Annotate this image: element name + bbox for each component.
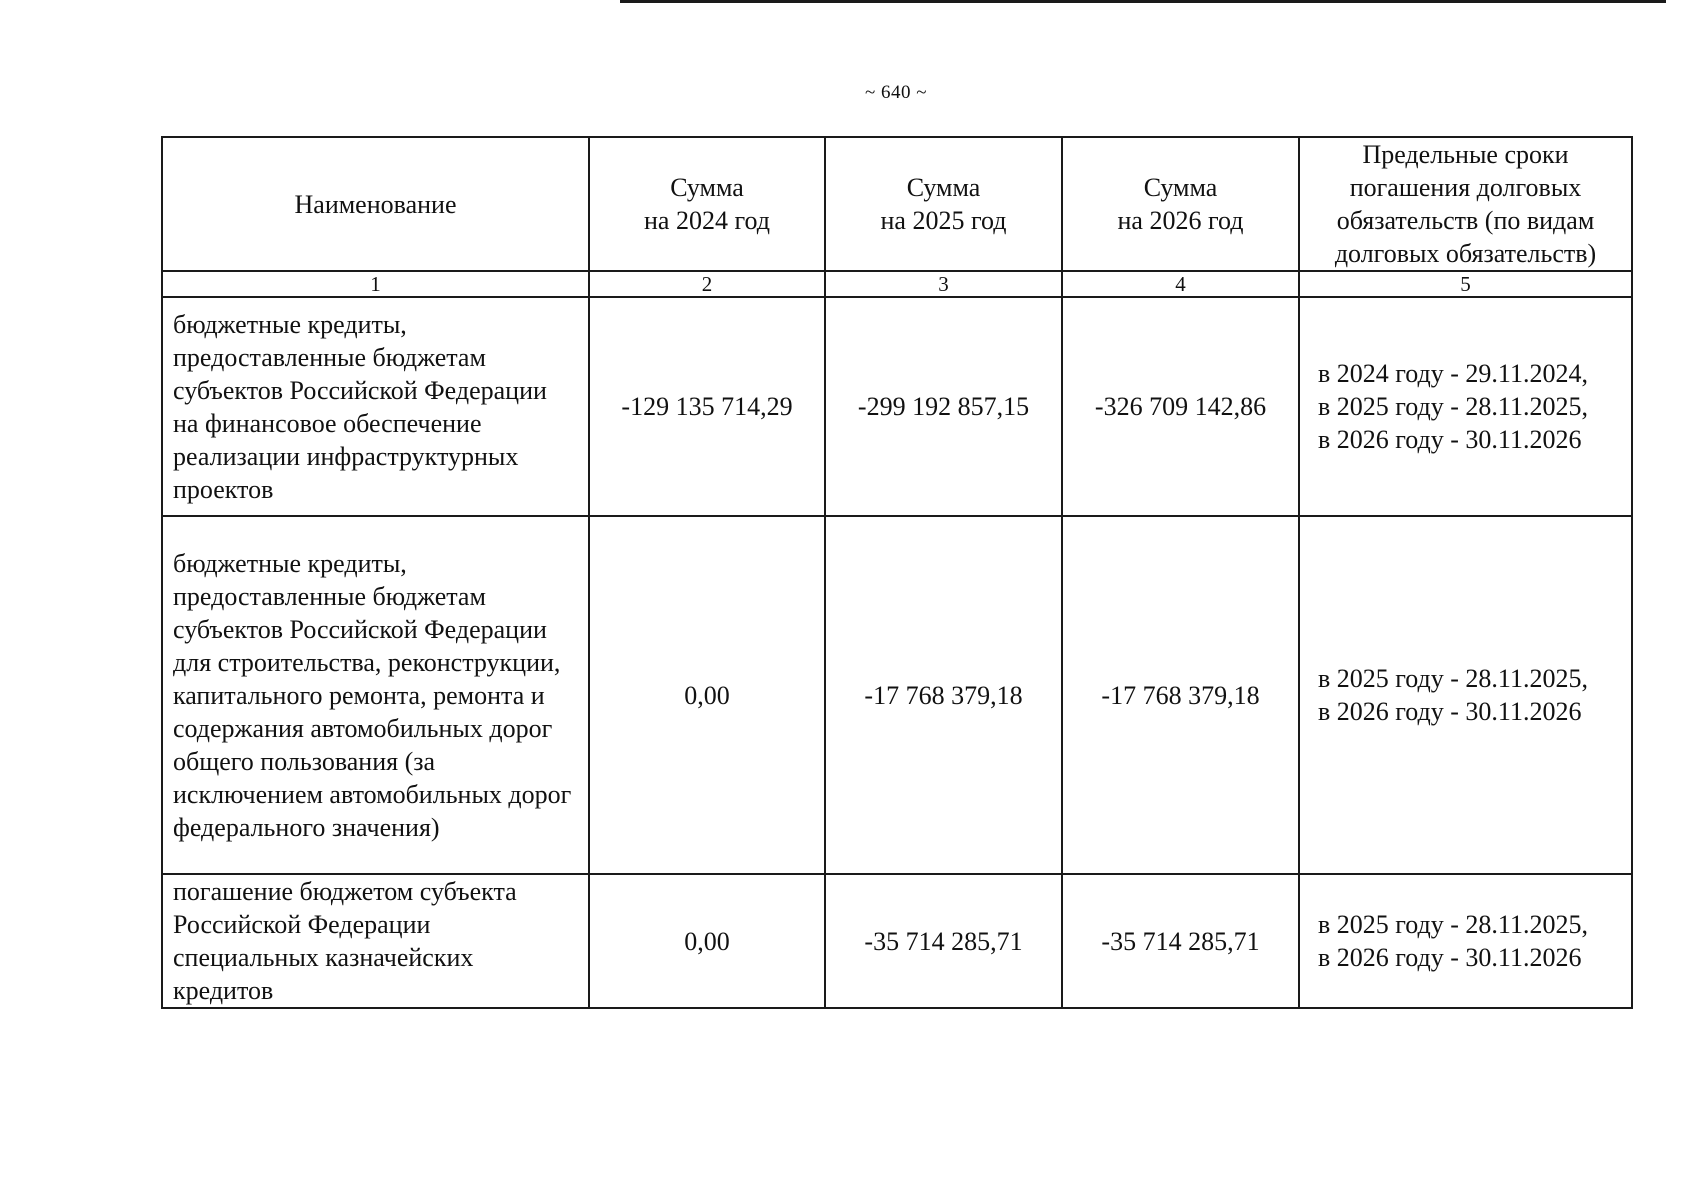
budget-table — [161, 136, 1633, 1009]
deadline-line: в 2024 году - 29.11.2024, — [1318, 359, 1588, 388]
row-sum-2025: -299 192 857,15 — [825, 297, 1062, 516]
deadline-line: в 2025 году - 28.11.2025, — [1318, 664, 1588, 693]
row-deadlines — [1299, 874, 1632, 1008]
row-sum-2024: 0,00 — [589, 516, 825, 874]
row-sum-2024: -129 135 714,29 — [589, 297, 825, 516]
header-row — [162, 137, 1632, 271]
column-number-row — [162, 271, 1632, 297]
table-row — [162, 297, 1632, 516]
deadline-line: в 2025 году - 28.11.2025, — [1318, 392, 1588, 421]
column-number: 1 — [162, 271, 589, 297]
header-sum-2026-label: Сумма на 2026 год — [1117, 173, 1244, 235]
row-sum-2025: -35 714 285,71 — [825, 874, 1062, 1008]
row-deadlines — [1299, 516, 1632, 874]
column-number: 4 — [1062, 271, 1299, 297]
row-name: погашение бюджетом субъекта Российской Федерации специальных казначейских кредитов — [162, 874, 589, 1008]
header-sum-2025-label: Сумма на 2025 год — [880, 173, 1007, 235]
header-deadlines-label: Предельные сроки погашения долговых обязательств (по видам долговых обязательств) — [1334, 140, 1597, 268]
row-sum-2024: 0,00 — [589, 874, 825, 1008]
deadline-line: в 2026 году - 30.11.2026 — [1318, 943, 1582, 972]
header-deadlines — [1299, 137, 1632, 271]
row-name: бюджетные кредиты, предоставленные бюджетам субъектов Российской Федерации на финансовое обеспечение реализации инфраструктурных проектов — [162, 297, 589, 516]
table-row — [162, 874, 1632, 1008]
deadline-line: в 2026 году - 30.11.2026 — [1318, 425, 1582, 454]
row-sum-2026: -326 709 142,86 — [1062, 297, 1299, 516]
column-number: 2 — [589, 271, 825, 297]
header-sum-2026 — [1062, 137, 1299, 271]
header-sum-2025 — [825, 137, 1062, 271]
header-name-label: Наименование — [294, 189, 457, 219]
row-deadlines — [1299, 297, 1632, 516]
table-row — [162, 516, 1632, 874]
row-name: бюджетные кредиты, предоставленные бюджетам субъектов Российской Федерации для строительства, реконструкции, капитального ремонта, ремонта и содержания автомобильных дорог общего пользования (за исключением автомобильных дорог федерального значения) — [162, 516, 589, 874]
column-number: 5 — [1299, 271, 1632, 297]
deadline-line: в 2025 году - 28.11.2025, — [1318, 910, 1588, 939]
header-name — [162, 137, 589, 271]
column-number: 3 — [825, 271, 1062, 297]
row-sum-2026: -17 768 379,18 — [1062, 516, 1299, 874]
top-rule — [620, 0, 1666, 3]
row-sum-2026: -35 714 285,71 — [1062, 874, 1299, 1008]
row-sum-2025: -17 768 379,18 — [825, 516, 1062, 874]
header-sum-2024 — [589, 137, 825, 271]
header-sum-2024-label: Сумма на 2024 год — [644, 173, 770, 235]
page-number: ~ 640 ~ — [864, 82, 928, 103]
deadline-line: в 2026 году - 30.11.2026 — [1318, 697, 1582, 726]
